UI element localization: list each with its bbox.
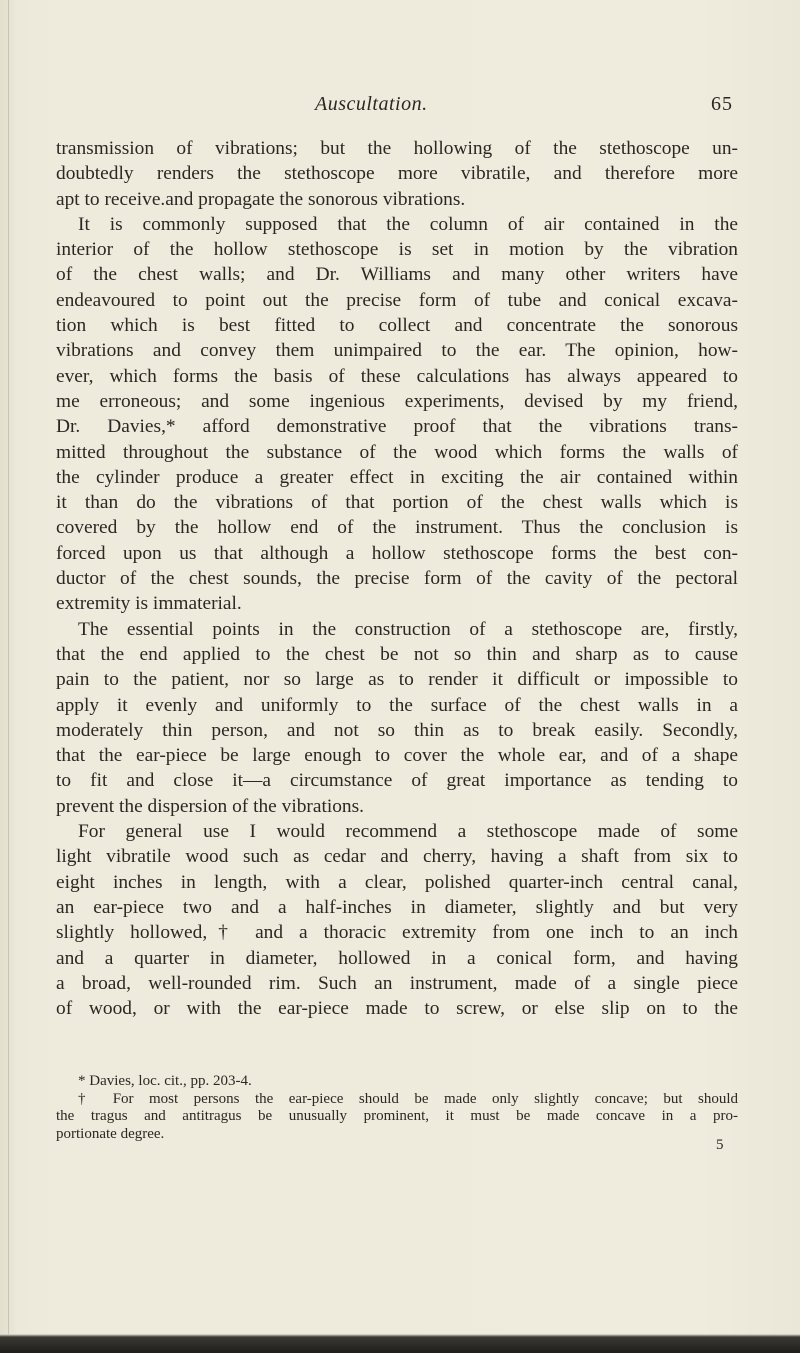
text-line: vibrations and convey them unimpaired to the ear. The opinion, how- bbox=[56, 340, 738, 362]
text-line: apply it evenly and uniformly to the surface of the chest walls in a bbox=[56, 694, 738, 716]
text-line: ductor of the chest sounds, the precise form of the cavity of the pectoral bbox=[56, 568, 738, 590]
text-line: extremity is immaterial. bbox=[56, 593, 242, 615]
footnote: the tragus and antitragus be unusually prominent, it must be made concave in a pro- bbox=[56, 1108, 738, 1124]
signature-mark: 5 bbox=[716, 1137, 724, 1153]
text-line: forced upon us that although a hollow stethoscope forms the best con- bbox=[56, 542, 738, 564]
text-line: of the chest walls; and Dr. Williams and many other writers have bbox=[56, 264, 738, 286]
text-line: apt to receive.and propagate the sonorous vibrations. bbox=[56, 188, 466, 210]
text-line: an ear-piece two and a half-inches in diameter, slightly and but very bbox=[56, 896, 738, 918]
text-line: that the end applied to the chest be not so thin and sharp as to cause bbox=[56, 643, 738, 665]
text-line: pain to the patient, nor so large as to render it difficult or impossible to bbox=[56, 669, 738, 691]
text-line: mitted throughout the substance of the wood which forms the walls of bbox=[56, 441, 738, 463]
text-line: a broad, well-rounded rim. Such an instrument, made of a single piece bbox=[56, 972, 738, 994]
text-line: that the ear-piece be large enough to cover the whole ear, and of a shape bbox=[56, 745, 738, 767]
footnote: * Davies, loc. cit., pp. 203-4. bbox=[78, 1073, 252, 1089]
page-number: 65 bbox=[711, 93, 733, 115]
text-line: light vibratile wood such as cedar and cherry, having a shaft from six to bbox=[56, 846, 738, 868]
page-edge-shadow bbox=[8, 0, 9, 1353]
text-line: and a quarter in diameter, hollowed in a conical form, and having bbox=[56, 947, 738, 969]
text-line: it than do the vibrations of that portion of the chest walls which is bbox=[56, 492, 738, 514]
text-line: Dr. Davies,* afford demonstrative proof that the vibrations trans- bbox=[56, 416, 738, 438]
text-line: prevent the dispersion of the vibrations. bbox=[56, 795, 365, 817]
scan-bottom-edge bbox=[0, 1334, 800, 1353]
text-line: The essential points in the construction of a stethoscope are, firstly, bbox=[78, 618, 738, 640]
text-line: It is commonly supposed that the column of air contained in the bbox=[78, 213, 738, 235]
text-line: slightly hollowed,† and a thoracic extremity from one inch to an inch bbox=[56, 922, 738, 944]
text-line: to fit and close it—a circumstance of great importance as tending to bbox=[56, 770, 738, 792]
text-line: For general use I would recommend a stethoscope made of some bbox=[78, 821, 738, 843]
text-line: eight inches in length, with a clear, polished quarter-inch central canal, bbox=[56, 871, 738, 893]
body-text bbox=[56, 136, 738, 1021]
text-line: endeavoured to point out the precise form of tube and conical excava- bbox=[56, 289, 738, 311]
page-header bbox=[0, 93, 800, 123]
text-line: interior of the hollow stethoscope is set in motion by the vibration bbox=[56, 239, 738, 261]
text-line: me erroneous; and some ingenious experiments, devised by my friend, bbox=[56, 390, 738, 412]
text-line: the cylinder produce a greater effect in exciting the air contained within bbox=[56, 466, 738, 488]
running-head: Auscultation. bbox=[315, 93, 428, 115]
footnote: † For most persons the ear-piece should be made only slightly concave; but should bbox=[78, 1090, 738, 1107]
text-line: covered by the hollow end of the instrument. Thus the conclusion is bbox=[56, 517, 738, 539]
text-line: transmission of vibrations; but the hollowing of the stethoscope un- bbox=[56, 138, 738, 159]
text-line: of wood, or with the ear-piece made to screw, or else slip on to the bbox=[56, 998, 738, 1020]
text-line: doubtedly renders the stethoscope more vibratile, and therefore more bbox=[56, 163, 738, 185]
text-line: tion which is best fitted to collect and concentrate the sonorous bbox=[56, 315, 738, 337]
text-line: ever, which forms the basis of these calculations has always appeared to bbox=[56, 365, 738, 387]
footnotes bbox=[56, 1073, 738, 1143]
text-line: moderately thin person, and not so thin as to break easily. Secondly, bbox=[56, 719, 738, 741]
footnote: portionate degree. bbox=[56, 1125, 165, 1142]
